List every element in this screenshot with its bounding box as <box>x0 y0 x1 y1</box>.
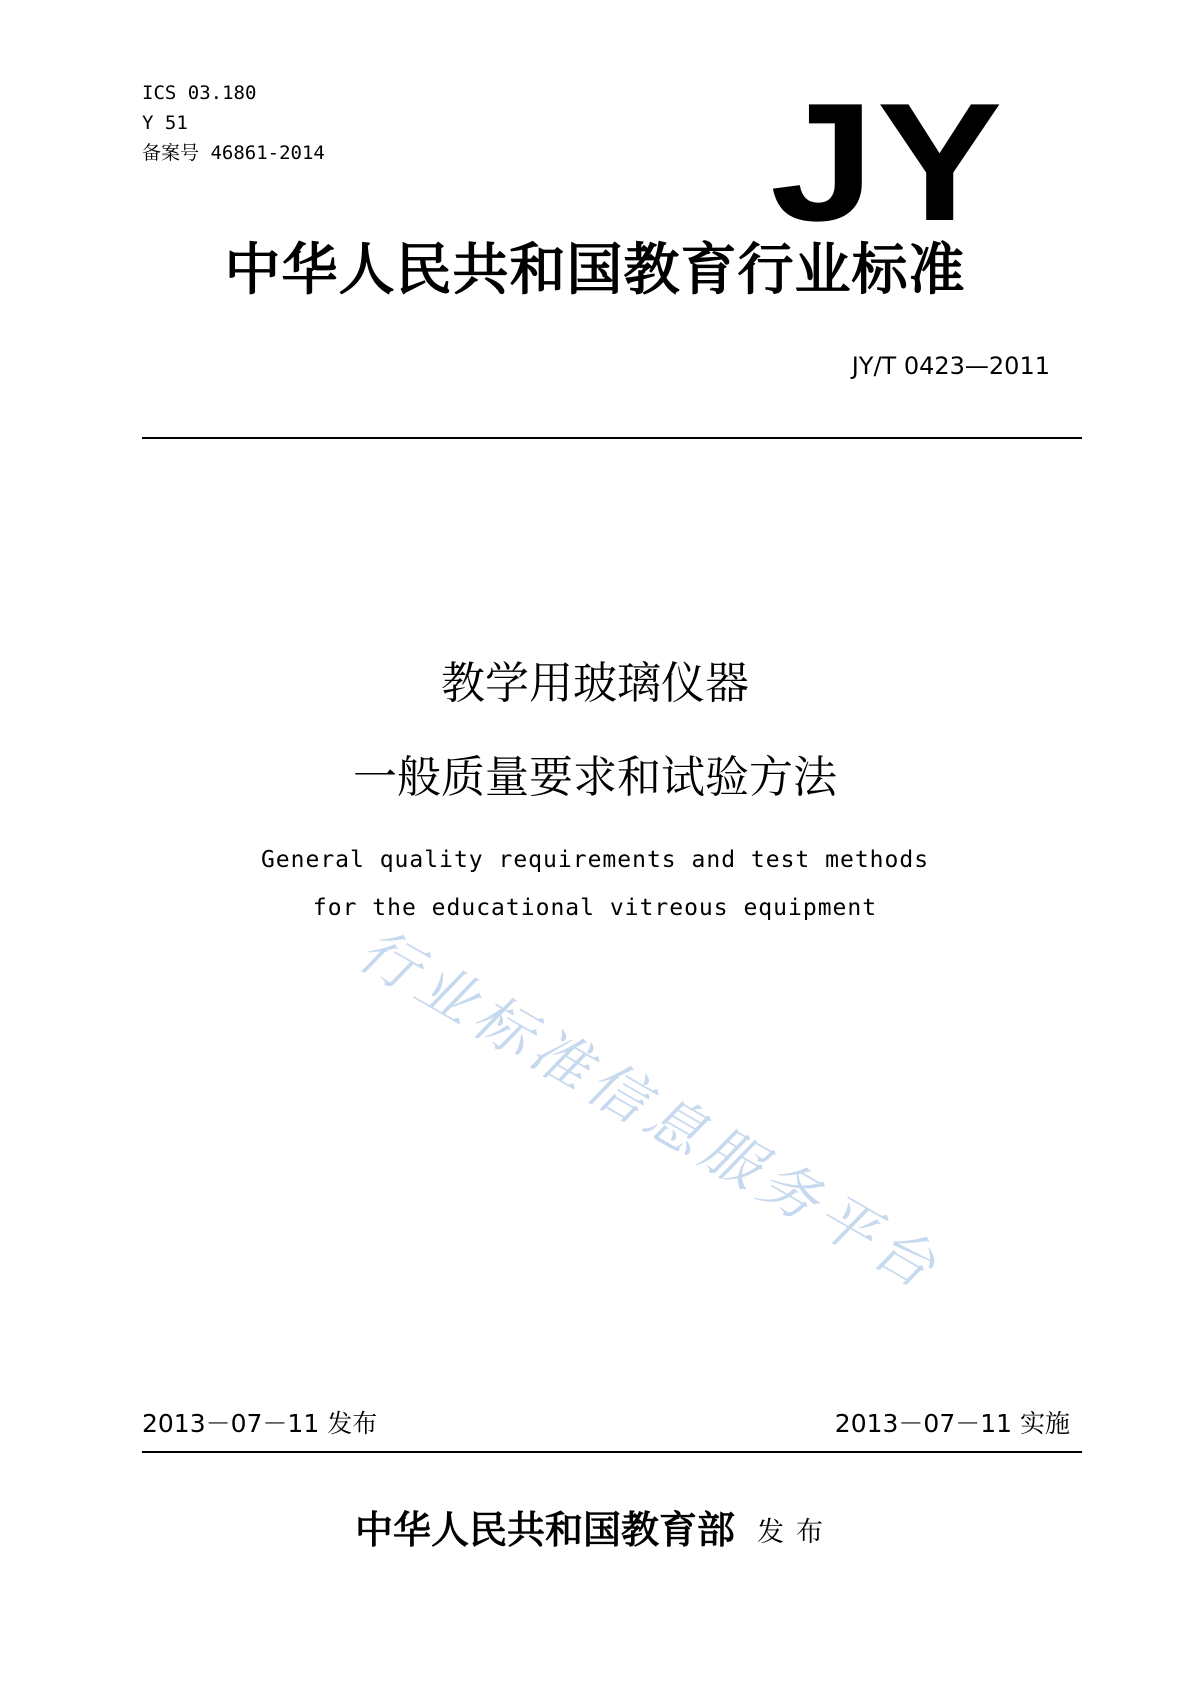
title-en-line-2: for the educational vitreous equipment <box>312 895 878 921</box>
publisher-name: 中华人民共和国教育部 <box>354 1507 735 1552</box>
watermark: 行业标准信息服务平台 <box>347 915 953 1305</box>
implementation-date: 2013－07－11 实施 <box>834 1409 1070 1438</box>
issue-date: 2013－07－11 发布 <box>142 1409 378 1438</box>
filing-number: 备案号 46861-2014 <box>142 142 325 164</box>
title-cn-line-1: 教学用玻璃仪器 <box>441 658 749 709</box>
top-divider <box>142 437 1082 439</box>
standard-number: JY/T 0423—2011 <box>851 352 1050 380</box>
ics-code: ICS 03.180 <box>142 82 257 104</box>
category-code: Y 51 <box>142 112 188 134</box>
standard-body-title: 中华人民共和国教育行业标准 <box>224 237 966 303</box>
publisher-suffix: 发布 <box>757 1517 835 1548</box>
publisher <box>0 1500 1190 1563</box>
title-en-line-1: General quality requirements and test methods <box>260 847 930 873</box>
bottom-divider <box>142 1451 1082 1453</box>
title-cn-line-2: 一般质量要求和试验方法 <box>353 752 837 803</box>
jy-logo: JY <box>770 68 1005 256</box>
